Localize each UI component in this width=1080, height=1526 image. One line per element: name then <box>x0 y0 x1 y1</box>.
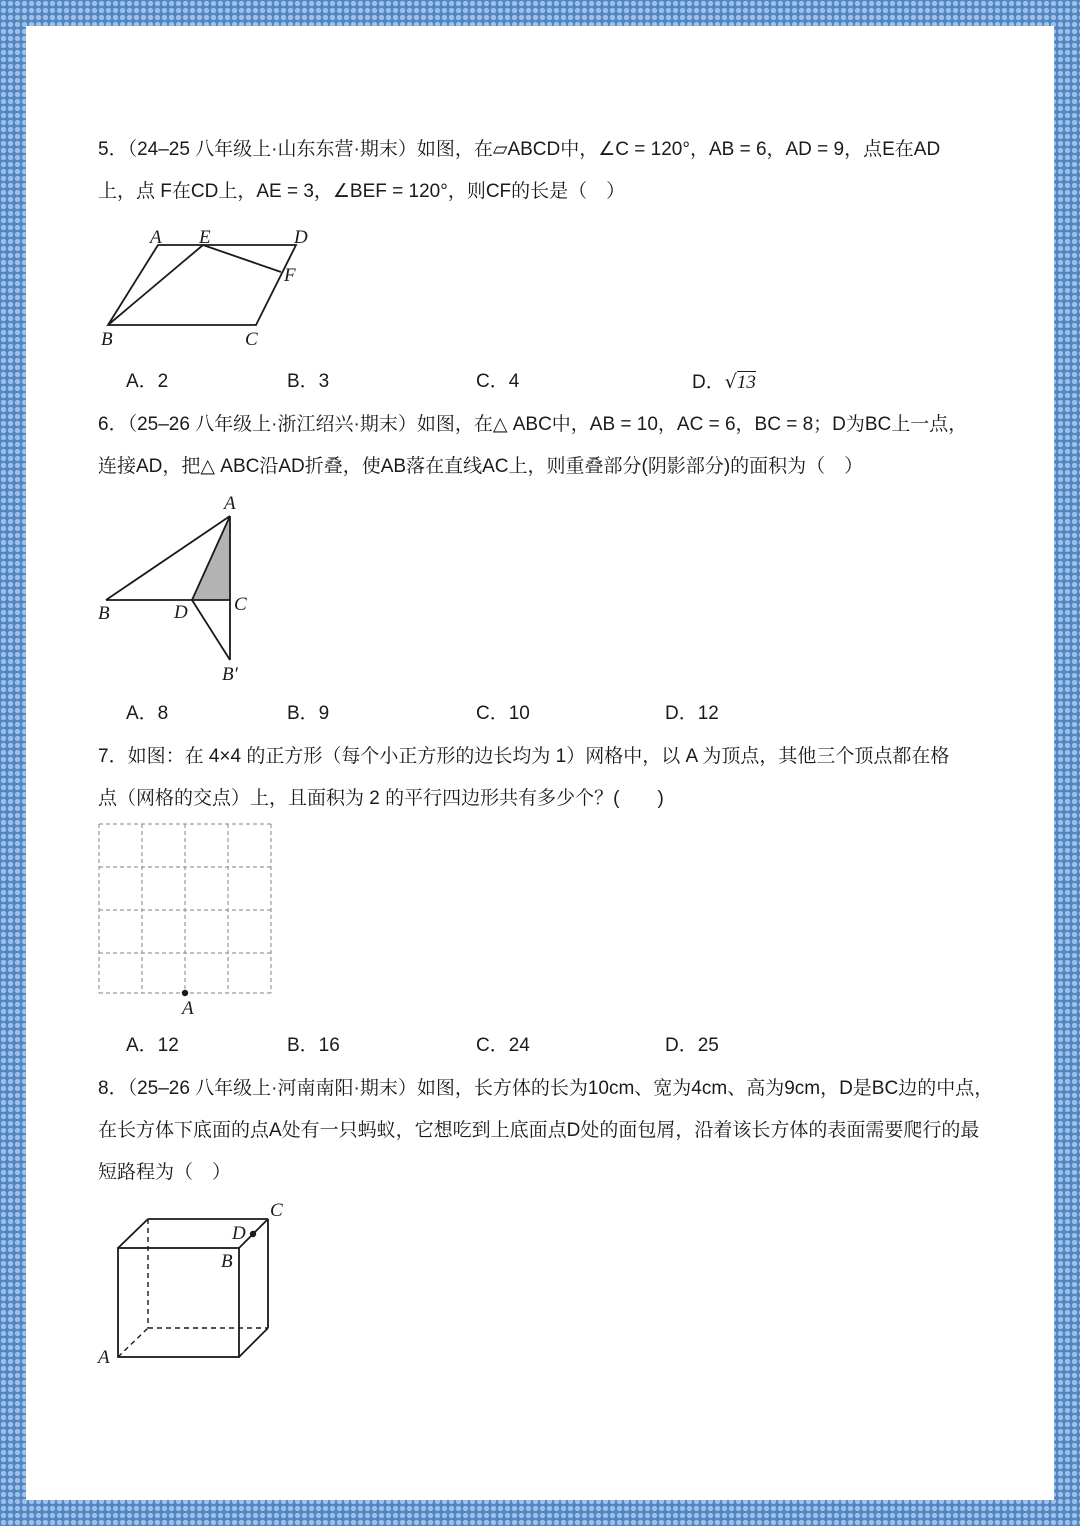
label-c: C <box>234 594 247 615</box>
segment-ef <box>203 245 281 272</box>
question-6-text <box>98 404 998 488</box>
label-b-prime: B′ <box>222 664 238 685</box>
question-5-text <box>98 129 998 213</box>
question-6-option-b[interactable]: B．9 <box>287 703 330 724</box>
question-8-line-3: 短路程为（ ） <box>98 1162 232 1183</box>
question-6-figure <box>96 494 266 688</box>
question-5-line-2: 上，点 F在CD上，AE = 3，∠BEF = 120°，则CF的长是（ ） <box>98 181 626 202</box>
label-d: D <box>174 602 188 623</box>
question-6-line-1: 6．（25–26 八年级上·浙江绍兴·期末）如图，在△ ABC中，AB = 10，AC = 6，BC = 8；D为BC上一点， <box>98 414 968 435</box>
question-5-option-d-radicand: 13 <box>736 372 756 393</box>
question-6-option-d[interactable]: D．12 <box>665 703 719 724</box>
point-d <box>250 1231 256 1237</box>
label-c: C <box>245 329 258 350</box>
question-8-text <box>98 1068 998 1194</box>
segment-be <box>108 245 203 325</box>
question-7-text <box>98 736 998 820</box>
question-5-option-d[interactable] <box>692 370 756 395</box>
sqrt-icon: √ <box>724 371 737 393</box>
question-7-line-2: 点（网格的交点）上，且面积为 2 的平行四边形共有多少个？( ) <box>98 788 664 809</box>
question-5-figure <box>96 224 326 352</box>
question-5-line-1: 5．（24–25 八年级上·山东东营·期末）如图，在▱ABCD中，∠C = 120°，AB = 6，AD = 9，点E在AD <box>98 139 941 160</box>
question-5-option-c[interactable]: C．4 <box>476 371 520 392</box>
question-6-option-c[interactable]: C．10 <box>476 703 530 724</box>
question-7-grid-figure <box>96 820 276 1020</box>
question-7-option-c[interactable]: C．24 <box>476 1035 530 1056</box>
label-a: A <box>98 1347 110 1368</box>
question-7-option-a[interactable]: A．12 <box>126 1035 179 1056</box>
label-a: A <box>150 227 162 248</box>
label-f: F <box>284 265 296 286</box>
question-7-option-b[interactable]: B．16 <box>287 1035 340 1056</box>
question-8-line-1: 8．（25–26 八年级上·河南南阳·期末）如图，长方体的长为10cm、宽为4cm、高为9cm，D是BC边的中点， <box>98 1078 994 1099</box>
label-b: B <box>98 603 110 624</box>
label-d: D <box>294 227 308 248</box>
question-5-option-a[interactable]: A．2 <box>126 371 169 392</box>
label-b: B <box>101 329 113 350</box>
question-6-option-a[interactable]: A．8 <box>126 703 169 724</box>
question-5-option-b[interactable]: B．3 <box>287 371 330 392</box>
label-a: A <box>182 998 194 1019</box>
question-7-line-1: 7．如图：在 4×4 的正方形（每个小正方形的边长均为 1）网格中，以 A 为顶点，其他三个顶点都在格 <box>98 746 950 767</box>
segment-db-prime <box>192 600 230 660</box>
label-d: D <box>232 1223 246 1244</box>
question-6-line-2: 连接AD，把△ ABC沿AD折叠，使AB落在直线AC上，则重叠部分(阴影部分)的面积为（ ） <box>98 456 864 477</box>
question-7-option-d[interactable]: D．25 <box>665 1035 719 1056</box>
label-c: C <box>270 1200 283 1221</box>
parallelogram-abcd <box>108 245 296 325</box>
point-a <box>182 990 188 996</box>
label-a: A <box>224 493 236 514</box>
question-5-option-d-label: D． <box>692 372 725 393</box>
label-b: B <box>221 1251 233 1272</box>
label-e: E <box>199 227 211 248</box>
question-8-line-2: 在长方体下底面的点A处有一只蚂蚁，它想吃到上底面点D处的面包屑，沿着该长方体的表面需要爬行的最 <box>98 1120 980 1141</box>
question-8-cuboid-figure <box>96 1198 296 1370</box>
